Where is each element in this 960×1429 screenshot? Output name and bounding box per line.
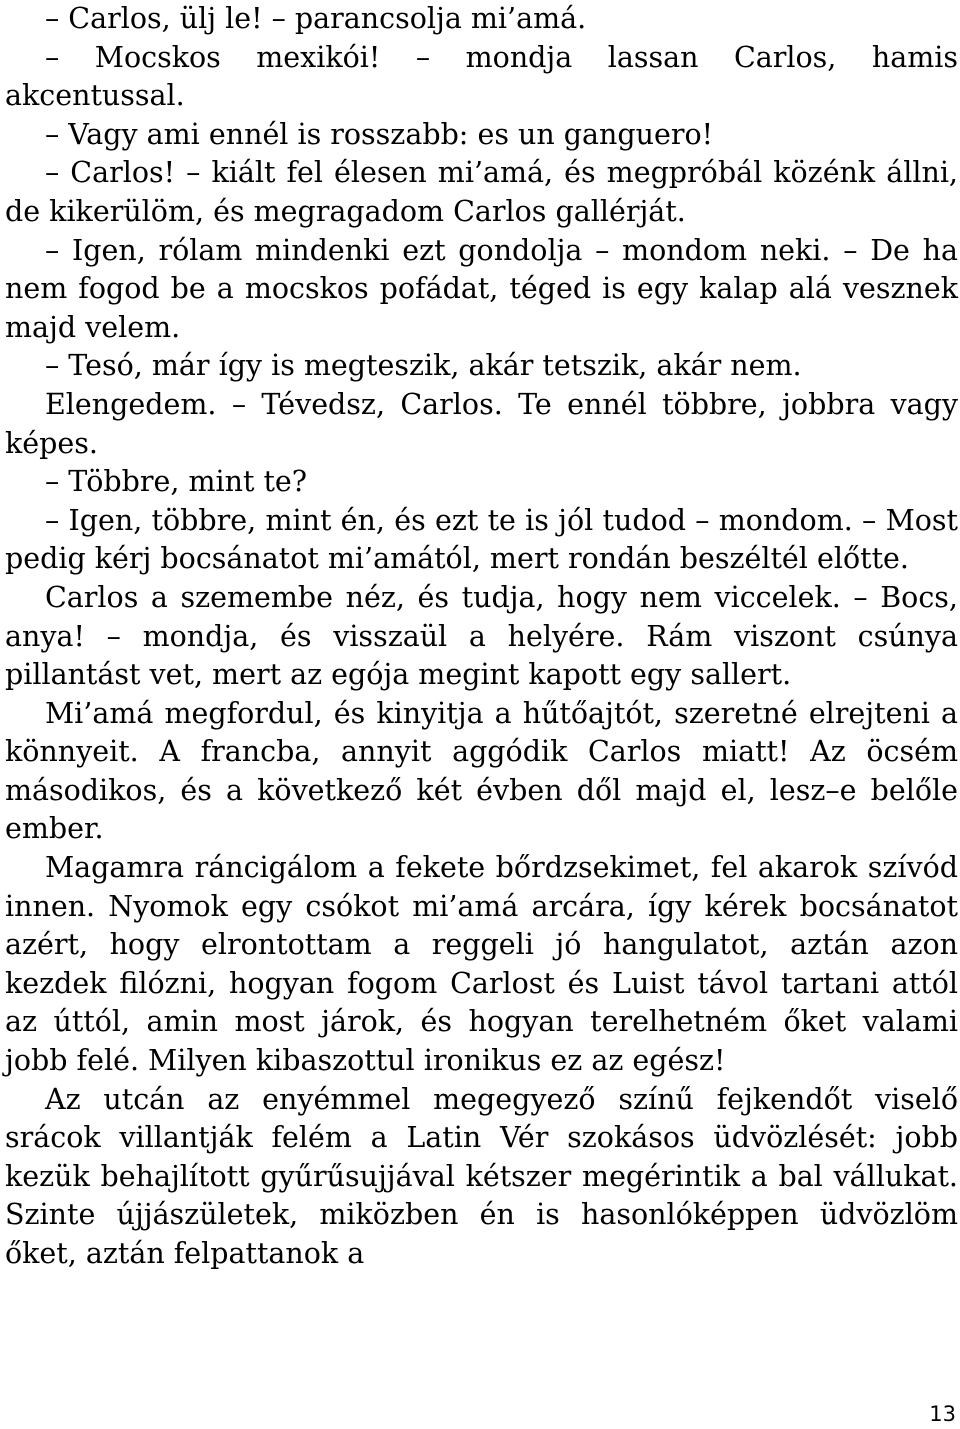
paragraph: – Vagy ami ennél is rosszabb: es un ganguero! [45, 117, 714, 151]
paragraph: Mi’amá megfordul, és kinyitja a hűtőajtót, szeretné elrejteni a könnyeit. A francba, annyit aggódik Carlos miatt! Az öcsém másodikos, és a következő két évben dől majd el, lesz–e belőle ember. [5, 696, 958, 846]
page-number: 13 [929, 1402, 956, 1426]
paragraph: – Mocskos mexikói! – mondja lassan Carlos, hamis akcentussal. [5, 40, 958, 113]
paragraph: Az utcán az enyémmel megegyező színű fejkendőt viselő srácok villantják felém a Latin Vér szokásos üdvözlését: jobb kezük behajlított gyűrűsujjával kétszer megérintik a bal vállukat. Szinte újjászületek, miközben én is hasonlóképpen üdvözlöm őket, aztán felpattanok a [5, 1082, 958, 1270]
paragraph: – Carlos, ülj le! – parancsolja mi’amá. [45, 2, 587, 35]
paragraph: – Többre, mint te? [45, 465, 308, 499]
paragraph: Elengedem. – Tévedsz, Carlos. Te ennél többre, jobbra vagy képes. [5, 387, 958, 460]
paragraph: Carlos a szemembe néz, és tudja, hogy nem viccelek. – Bocs, anya! – mondja, és visszaül a helyére. Rám viszont csúnya pillantást vet, mert az egója megint kapott egy sallert. [5, 580, 958, 692]
book-page [5, 0, 958, 1274]
paragraph: – Igen, rólam mindenki ezt gondolja – mondom neki. – De ha nem fogod be a mocskos pofádat, téged is egy kalap alá vesznek majd velem. [5, 233, 958, 344]
paragraph: – Carlos! – kiált fel élesen mi’amá, és megpróbál közénk állni, de kikerülöm, és megragadom Carlos gallérját. [5, 156, 958, 228]
paragraph: – Tesó, már így is megteszik, akár tetszik, akár nem. [45, 349, 802, 383]
paragraph: – Igen, többre, mint én, és ezt te is jól tudod – mondom. – Most pedig kérj bocsánatot mi’amától, mert rondán beszéltél előtte. [5, 503, 958, 576]
paragraph: Magamra ráncigálom a fekete bőrdzsekimet, fel akarok szívód innen. Nyomok egy csókot mi’amá arcára, így kérek bocsánatot azért, hogy elrontottam a reggeli jó hangulatot, aztán azon kezdek filózni, hogyan fogom Carlost és Luist távol tartani attól az úttól, amin most járok, és hogyan terelhetném őket valami jobb felé. Milyen kibaszottul ironikus ez az egész! [5, 851, 958, 1078]
